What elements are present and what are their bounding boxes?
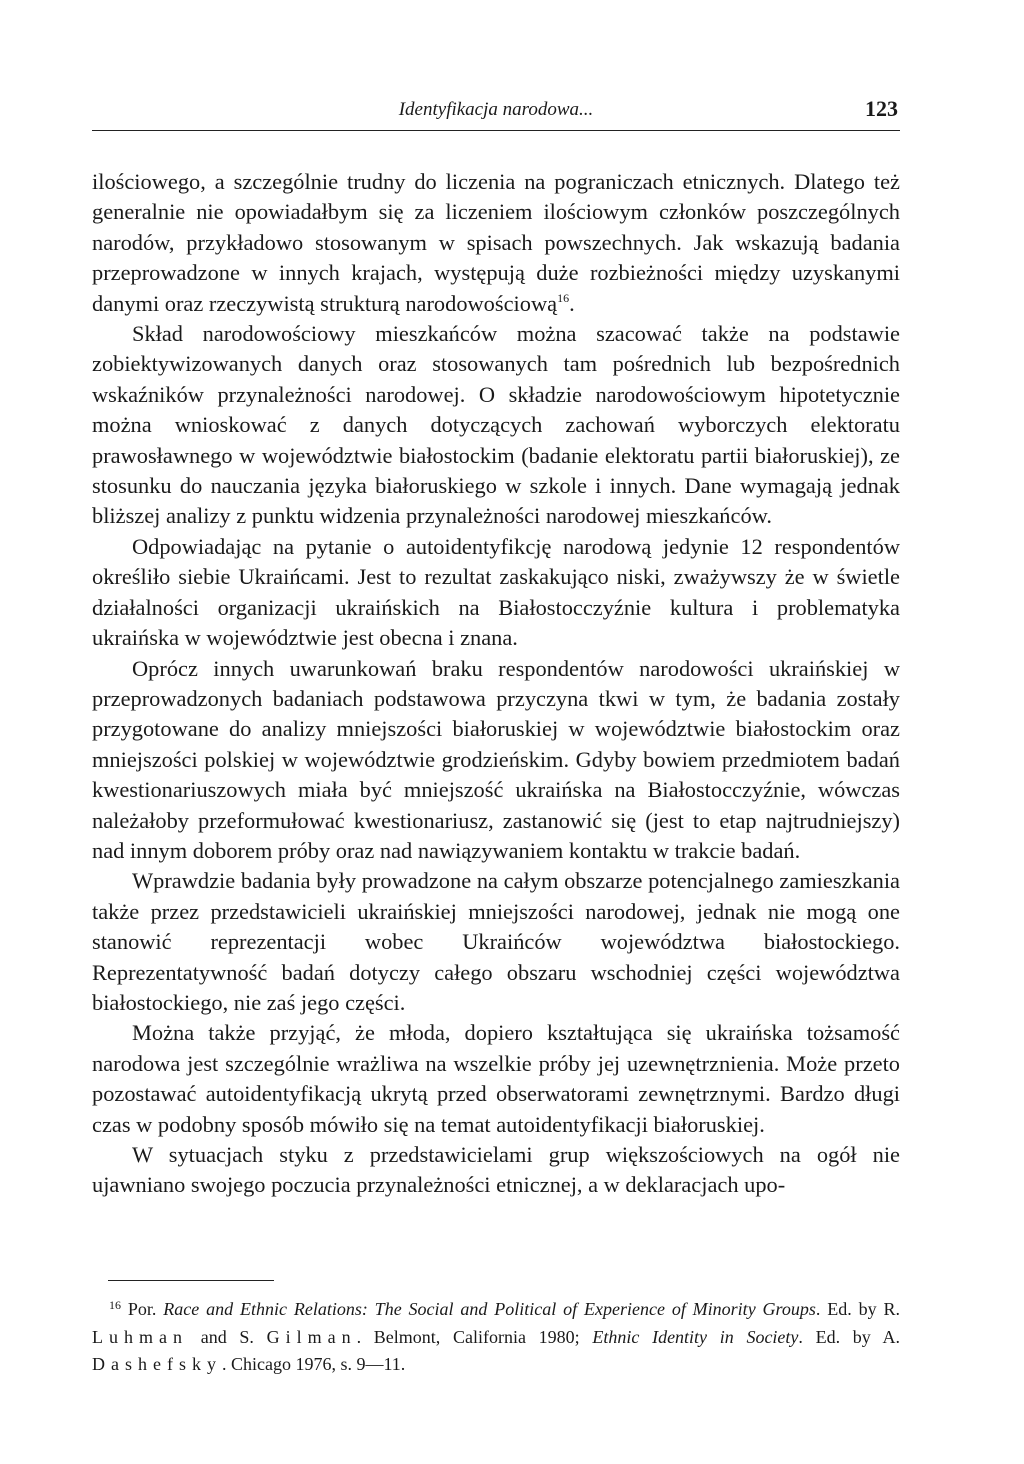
paragraph-2: Skład narodowościowy mieszkańców można szacować także na podstawie zobiektywizowanych danych oraz stosowanych tam pośrednich lub bezpośrednich wskaźników przynależności narodowej. O składzie narodowościowym hipotetycznie można wnioskować z danych dotyczących zachowań wyborczych elektoratu prawosławnego w województwie białostockim (badanie elektoratu partii białoruskiej), ze stosunku do nauczania języka białoruskiego w szkole i innych. Dane wymagają jednak bliższej analizy z punktu widzenia przynależności narodowej mieszkańców. [92, 321, 900, 529]
paragraph-5: Wprawdzie badania były prowadzone na całym obszarze potencjalnego zamieszkania także przez przedstawicieli ukraińskiej mniejszości narodowej, jednak nie mogą one stanowić reprezentacji wobec Ukraińców województwa białostockiego. Reprezentatywność badań dotyczy całego obszaru wschodniej części województwa białostockiego, nie zaś jego części. [92, 868, 900, 1015]
footnote-title: Ethnic Identity in Society [592, 1326, 799, 1347]
footnote-author: Dashefsky [92, 1354, 222, 1374]
running-title: Identyfikacja narodowa... [398, 99, 594, 120]
footnote-divider [108, 1280, 274, 1281]
footnote-text: and S. [200, 1326, 254, 1347]
footnote-16 [92, 1296, 900, 1379]
footnote-author: Gilman [266, 1326, 357, 1347]
body-text [92, 167, 900, 1201]
footnote-number: 16 [109, 1298, 121, 1312]
footnote-text: . Chicago 1976, s. 9—11. [221, 1354, 406, 1374]
paragraph-1 [92, 167, 900, 319]
paragraph-text: ilościowego, a szczególnie trudny do liczenia na pograniczach etnicznych. Dlatego też generalnie nie opowiadałbym się za liczeniem ilościowym członków poszczególnych narodów, przykładowo stosowanym w spisach powszechnych. Jak wskazują badania przeprowadzone w innych krajach, występują duże rozbieżności między uzyskanymi danymi oraz rzeczywistą strukturą narodowościową [92, 169, 900, 316]
footnote-reference: 16 [557, 290, 570, 305]
paragraph-4: Oprócz innych uwarunkowań braku respondentów narodowości ukraińskiej w przeprowadzonych badaniach podstawowa przyczyna tkwi w tym, że badania zostały przygotowane do analizy mniejszości białoruskiej w województwie białostockim oraz mniejszości polskiej w województwie grodzieńskim. Gdyby bowiem przedmiotem badań kwestionariuszowych miała być mniejszość ukraińska na Białostocczyźnie, wówczas należałoby przeformułować kwestionariusz, zastanowić się (jest to etap najtrudniejszy) nad innym doborem próby oraz nad nawiązywaniem kontaktu w trakcie badań. [92, 655, 900, 863]
page-header [92, 96, 900, 131]
paragraph-tail: . [569, 290, 575, 316]
footnote-text: . Ed. by R. [815, 1299, 900, 1319]
footnotes [92, 1296, 900, 1379]
paragraph-7: W sytuacjach styku z przedstawicielami grup większościowych na ogół nie ujawniano swojego poczucia przynależności etnicznej, a w deklaracjach upo- [92, 1142, 900, 1198]
footnote-title: Race and Ethnic Relations: The Social and Political of Experience of Minority Groups [163, 1299, 816, 1319]
footnote-text: Por. [127, 1299, 157, 1319]
footnote-author: Luhman [92, 1326, 188, 1347]
paragraph-6: Można także przyjąć, że młoda, dopiero kształtująca się ukraińska tożsamość narodowa jest szczególnie wrażliwa na wszelkie próby jej uzewnętrznienia. Może przeto pozostawać autoidentyfikacją ukrytą przed obserwatorami zewnętrznymi. Bardzo długi czas w podobny sposób mówiło się na temat autoidentyfikacji białoruskiej. [92, 1020, 900, 1137]
footnote-text: . Belmont, California 1980; [356, 1326, 580, 1347]
paragraph-3: Odpowiadając na pytanie o autoidentyfikcję narodową jedynie 12 respondentów określiło siebie Ukraińcami. Jest to rezultat zaskakująco niski, zważywszy że w świetle działalności organizacji ukraińskich na Białostocczyźnie kultura i problematyka ukraińska w województwie jest obecna i znana. [92, 533, 900, 651]
footnote-text: . Ed. by A. [798, 1326, 901, 1347]
page-number: 123 [865, 96, 898, 121]
